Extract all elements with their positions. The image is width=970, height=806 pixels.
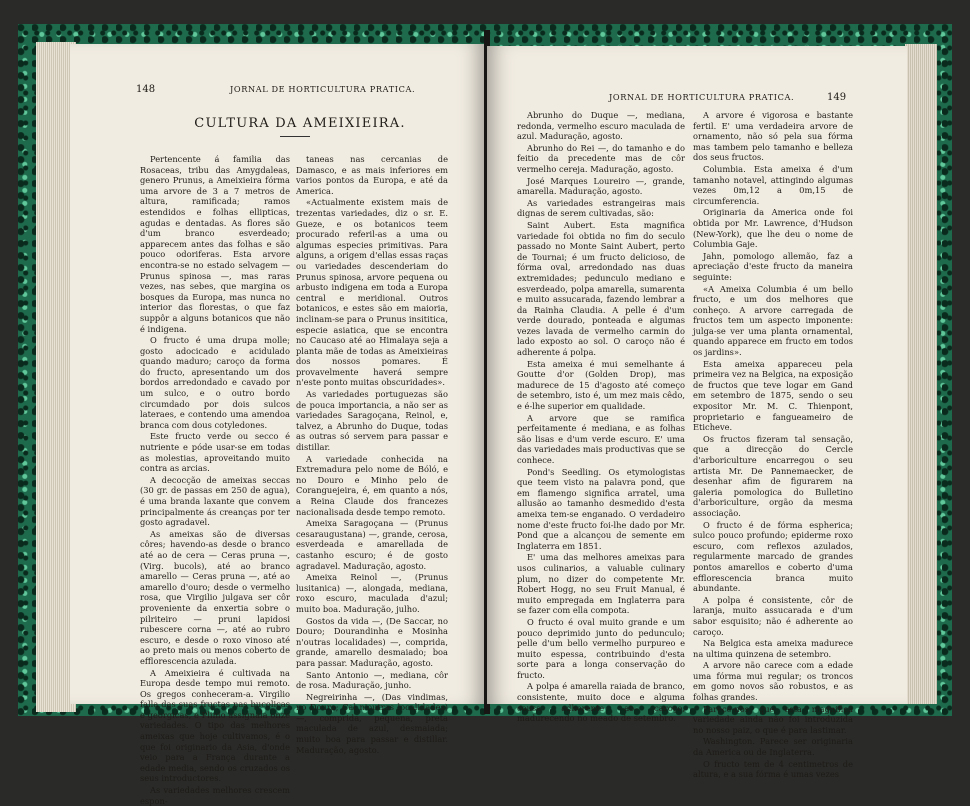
paragraph: As variedades melhores crescem espon-	[140, 785, 290, 806]
paragraph: As variedades portuguezas são de pouca importancia, a não ser as variedades Saragoçana, Reinol, e, talvez, a Abrunho do Duque, todas as outras só servem para passar e distillar.	[296, 389, 448, 453]
paragraph: A polpa é consistente, côr de laranja, muito assucarada e d'um sabor esquisito; não é adherente ao caroço.	[693, 594, 853, 637]
paragraph: A decocção de ameixas seccas (30 gr. de passas em 250 de agua), é uma branda laxante que convem principalmente ás creanças por ter gosto agradavel.	[140, 474, 290, 528]
left-column-2	[296, 154, 448, 755]
paragraph: A Ameixieira é cultivada na Europa desde tempo mui remoto. Os gregos conheceram-a. Virgilio falla das suas fructas nas bucolicas e georgicas, e Plinio assignala onze variedades. O tipo das melhores ameixas que hoje cultivamos, é o que foi originario da Asia, d'onde veio para a França durante a edade media, sendo os cruzados os seus introductores.	[140, 667, 290, 784]
paragraph: Esta ameixa appareceu pela primeira vez na Belgica, na exposição de fructos que teve logar em Gand em setembro de 1875, sendo o seu expositor Mr. M. C. Thienpont, proprietario e fangueameiro de Eticheve.	[693, 358, 853, 433]
paragraph: A polpa é amarella raiada de branco, consistente, muito doce e alguma cousa adherente ao caroço, madurecendo no meado de setembro.	[517, 681, 685, 724]
paragraph: A arvore é vigorosa e bastante fertil. E' uma verdadeira arvore de ornamento, não só pela sua fórma mas tambem pelo tamanho e belleza dos seus fructos.	[693, 110, 853, 163]
paragraph: Na Belgica esta ameixa madurece na ultima quinzena de setembro.	[693, 638, 853, 659]
paragraph: Santo Antonio —, mediana, côr de rosa. Maduração, junho.	[296, 669, 448, 691]
paragraph: Columbia. Esta ameixa é d'um tamanho notavel, attingindo algumas vezes 0m,12 a 0m,15 de circumferencia.	[693, 163, 853, 206]
paragraph: «Actualmente existem mais de trezentas variedades, diz o sr. E. Gueze, e os botanicos teem procurado referil-as a uma ou algumas especies primitivas. Para alguns, a origem d'ellas essas raças ou variedades descenderiam do Prunus spinosa, arvore pequena ou arbusto indigena em toda a Europa central e meridional. Outros botanicos, e estes são em maioria, inclinam-se para o Prunus insititica, especie asiatica, que se encontra no Caucaso até ao Himalaya seja a planta mãe de todas as Ameixieiras dos nossos pomares. É provavelmente haverá sempre n'este ponto muitas obscuridades».	[296, 197, 448, 388]
paragraph: A arvore não carece com a edade uma fórma mui regular; os troncos em gomo novos são robustos, e as folhas grandes.	[693, 660, 853, 703]
paragraph: A variedade conhecida na Extremadura pelo nome de Bóló, e no Douro e Minho pelo de Coranguejeira, é, em quanto a nós, a Reina Claude dos francezes nacionalisada desde tempo remoto.	[296, 453, 448, 517]
paragraph: Abrunho do Rei —, do tamanho e do feitio da precedente mas de côr vermelho cereja. Maduração, agosto.	[517, 142, 685, 174]
running-head: JORNAL DE HORTICULTURA PRATICA.	[230, 84, 416, 94]
paragraph: Saint Aubert. Esta magnifica variedade foi obtida no fim do seculo passado no Monte Saint Aubert, perto de Tournai; é um fructo delicioso, de fórma oval, arredondado nas duas extremidades; pedunculo mediano e esverdeado, polpa amarella, sumarenta e muito assucarada, fazendo lembrar a da Rainha Claudia. A pelle é d'um verde dourado, ponteada e algumas vezes lavada de vermelho carmin do lado exposto ao sol. O caroço não é adherente á polpa.	[517, 219, 685, 358]
page-edges-right	[905, 44, 937, 704]
paragraph: O fructo é uma drupa molle; gosto adocicado e acidulado quando maduro; caroço da forma do fructo, apresentando um dos bordos arredondado e cavado por um sulco, e o outro bordo circumdado por dois sulcos lateraes, e contendo uma amendoa branca com dous cotyledones.	[140, 335, 290, 430]
paragraph: Pond's Seedling. Os etymologistas que teem visto na palavra pond, que em flamengo significa arratel, uma allusão ao tamanho desmedido d'esta ameixa tem-se enganado. O verdadeiro nome d'este fructo foi-lhe dado por Mr. Pond que a alcançou de semente em Inglaterra em 1851.	[517, 466, 685, 551]
left-page	[70, 44, 485, 806]
paragraph: O fructo tem de 4 centimetros de altura, e a sua fórma é umas vezes	[693, 758, 853, 780]
paragraph: Jahn, pomologo allemão, faz a apreciação d'este fructo da maneira seguinte:	[693, 250, 853, 282]
right-column-1	[517, 110, 685, 724]
left-column-1	[140, 154, 290, 806]
paragraph: As variedades estrangeiras mais dignas de serem cultivadas, são:	[517, 197, 685, 219]
paragraph: José Marques Loureiro —, grande, amarella. Maduração, agosto.	[517, 175, 685, 197]
paragraph: A arvore que se ramifica perfeitamente é mediana, e as folhas são lisas e d'um verde escuro. E' uma das variedades mais productivas que se conhece.	[517, 412, 685, 465]
running-head: JORNAL DE HORTICULTURA PRATICA.	[609, 92, 795, 102]
paragraph: O fructo é oval muito grande e um pouco deprimido junto do pedunculo; pelle d'um bello vermelho purpureo e muito espessa, contribuindo d'esta sorte para a longa conservação do fructo.	[517, 616, 685, 680]
article-title: CULTURA DA AMEIXIEIRA.	[194, 116, 406, 131]
paragraph: Esta ameixa é mui semelhante á Goutte d'or (Golden Drop), mas madurece de 15 d'agosto até começo de setembro, isto é, um mez mais cêdo, e é-lhe superior em qualidade.	[517, 358, 685, 412]
paragraph: Ameixa Saragoçana — (Prunus cesaraugustana) —, grande, cerosa, esverdeada e amarellada de castanho escuro; é de gosto agradavel. Maduração, agosto.	[296, 518, 448, 571]
right-column-2	[693, 110, 853, 780]
paragraph: Ameixa Reinol —, (Prunus lusitanica) —, alongada, mediana, roxo escuro, maculada d'azul; muito boa. Maduração, julho.	[296, 572, 448, 614]
paragraph: O fructo é de fórma espherica; sulco pouco profundo; epiderme roxo escuro, com reflexos azulados, regularmente marcado de grandes pontos amarellos e coberto d'uma efflorescencia branca muito abundante.	[693, 519, 853, 594]
paragraph: «A Ameixa Columbia é um bello fructo, e um dos melhores que conheço. A arvore carregada de fructos tem um aspecto imponente: julga-se ver uma planta ornamental, quando apparece em fructo em todos os jardins».	[693, 283, 853, 358]
paragraph: Parece-nos que esta magnifica variedade ainda não foi introduzida no nosso paiz, o que é para lastimar.	[693, 703, 853, 735]
paragraph: Negreirinha —, (Das vindimas, no Douro; Cal n'outras localidades) —, comprida, pequena, preta maculada de azul, desmaiada; muito boa para passar e distillar. Maduração, agosto.	[296, 691, 448, 755]
paragraph: Pertencente á familia das Rosaceas, tribu das Amygdaleas, genero Prunus, a Ameixieira fórma uma arvore de 3 a 7 metros de altura, ramificada; ramos estendidos e folhas ellipticas, agudas e dentadas. As flores são d'um branco esverdeado; apparecem antes das folhas e são pouco odoriferas. Esta arvore encontra-se no estado selvagem — Prunus spinosa —, mas raras vezes, nas sebes, que margina os bosques da Europa, mas nunca no interior das florestas, o que faz suppôr a alguns botanicos que não é indigena.	[140, 154, 290, 334]
paragraph: E' uma das melhores ameixas para usos culinarios, a valuable culinary plum, no dizer do competente Mr. Robert Hogg, no seu Fruit Manual, é muito empregada em Inglaterra para se fazer com ella compota.	[517, 552, 685, 616]
right-page	[487, 46, 907, 780]
page-number: 148	[136, 84, 156, 95]
paragraph: taneas nas cercanias de Damasco, e as mais inferiores em varios pontos da Europa, e até da America.	[296, 154, 448, 196]
title-rule	[280, 136, 310, 137]
paragraph: Gostos da vida —, (De Saccar, no Douro; Dourandinha e Mosinha n'outras localidades) —, comprida, grande, amarello desmaiado; boa para passar. Maduração, agosto.	[296, 615, 448, 668]
paragraph: Os fructos fizeram tal sensação, que a direcção do Cercle d'arboriculture encarregou o seu artista Mr. De Pannemaecker, de desenhar afim de figurarem na galeria pomologica do Bulletino d'arboriculture, orgão da mesma associação.	[693, 433, 853, 518]
paragraph: Originaria da America onde foi obtida por Mr. Lawrence, d'Hudson (New-York), que lhe deu o nome de Columbia Gaje.	[693, 207, 853, 250]
paragraph: Washington. Parece ser originaria da America ou de Inglaterra.	[693, 736, 853, 758]
paragraph: As ameixas são de diversas côres; havendo-as desde o branco até ao de cera — Ceras pruna —, (Virg. bucols), até ao branco amarello — Ceras pruna —, até ao amarello d'ouro; desde o vermelho rosa, que Virgilio julgava ser côr proveniente da enxertia sobre o pilriteiro — pruni lapidosi rubescere corna —, até ao rubro escuro, e desde o roxo vinoso até ao preto mais ou menos coberto de efflorescencia azulada.	[140, 528, 290, 666]
page-number: 149	[827, 92, 847, 103]
paragraph: Este fructo verde ou secco é nutriente e póde usar-se em todas as molestias, aproveitando muito contra as arcias.	[140, 431, 290, 474]
paragraph: Abrunho do Duque —, mediana, redonda, vermelho escuro maculada de azul. Maduração, agosto.	[517, 110, 685, 142]
